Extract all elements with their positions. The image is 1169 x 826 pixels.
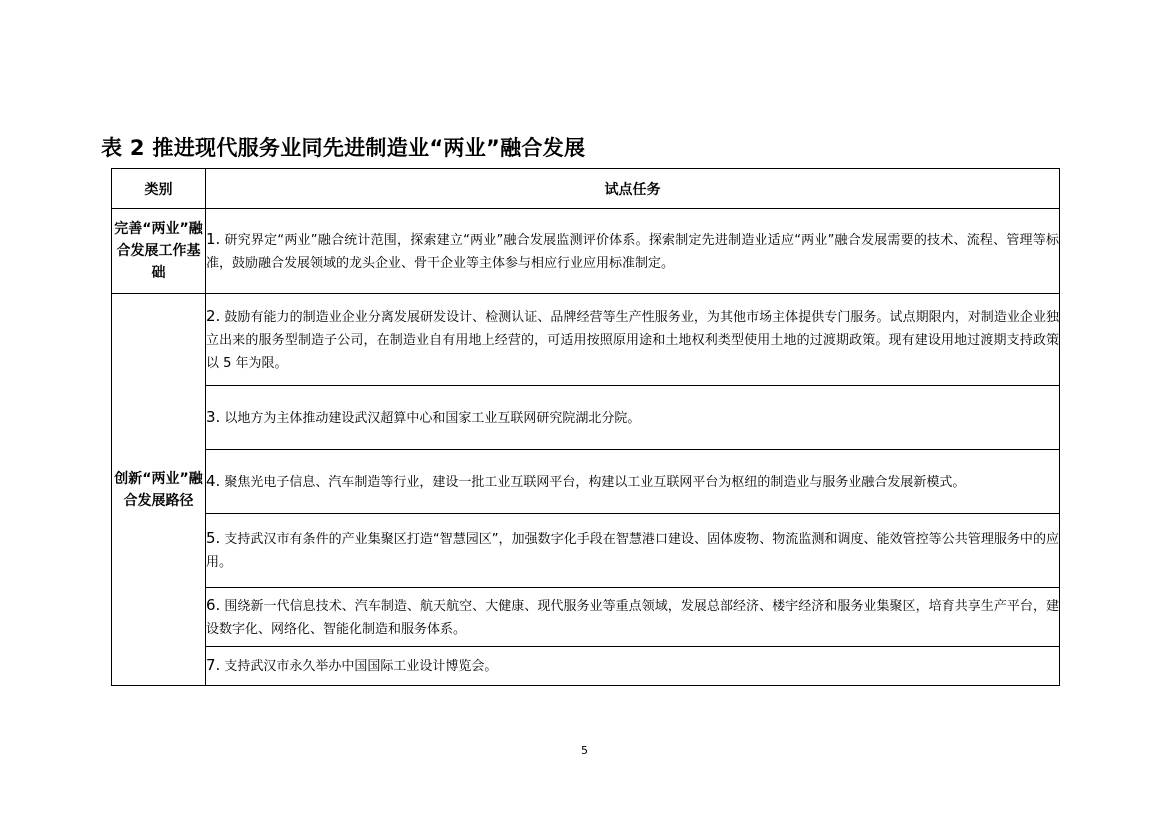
pilot-task-table bbox=[111, 168, 1060, 686]
column-header-category: 类别 bbox=[112, 169, 206, 209]
column-header-tasks: 试点任务 bbox=[206, 169, 1060, 209]
task-text: 围绕新一代信息技术、汽车制造、航天航空、大健康、现代服务业等重点领域，发展总部经济、楼宇经济和服务业集聚区，培育共享生产平台，建设数字化、网络化、智能化制造和服务体系。 bbox=[206, 598, 1059, 637]
task-cell bbox=[206, 209, 1060, 294]
table-row bbox=[112, 588, 1060, 647]
task-text: 以地方为主体推动建设武汉超算中心和国家工业互联网研究院湖北分院。 bbox=[224, 410, 641, 426]
page-number: 5 bbox=[581, 744, 588, 757]
category-cell: 创新“两业”融合发展路径 bbox=[112, 294, 206, 686]
task-cell bbox=[206, 514, 1060, 588]
task-number: 5. bbox=[206, 529, 221, 547]
task-number: 6. bbox=[206, 595, 221, 614]
task-text: 聚焦光电子信息、汽车制造等行业，建设一批工业互联网平台，构建以工业互联网平台为枢纽的制造业与服务业融合发展新模式。 bbox=[224, 474, 966, 490]
table-row bbox=[112, 209, 1060, 294]
task-number: 3. bbox=[206, 407, 221, 426]
table-row bbox=[112, 386, 1060, 450]
task-number: 4. bbox=[206, 471, 221, 490]
task-text: 支持武汉市有条件的产业集聚区打造“智慧园区”，加强数字化手段在智慧港口建设、固体废物、物流监测和调度、能效管控等公共管理服务中的应用。 bbox=[206, 532, 1059, 570]
task-cell bbox=[206, 450, 1060, 514]
table-row bbox=[112, 294, 1060, 386]
task-text: 研究界定“两业”融合统计范围，探索建立“两业”融合发展监测评价体系。探索制定先进制造业适应“两业”融合发展需要的技术、流程、管理等标准，鼓励融合发展领域的龙头企业、骨干企业等主体参与相应行业应用标准制定。 bbox=[206, 232, 1059, 271]
table-row bbox=[112, 514, 1060, 588]
task-cell bbox=[206, 588, 1060, 647]
task-cell bbox=[206, 386, 1060, 450]
page-title: 表 2 推进现代服务业同先进制造业“两业”融合发展 bbox=[101, 136, 586, 160]
task-number: 7. bbox=[206, 656, 221, 674]
table-row bbox=[112, 647, 1060, 686]
table-header-row bbox=[112, 169, 1060, 209]
task-number: 1. bbox=[206, 229, 221, 248]
task-text: 支持武汉市永久举办中国国际工业设计博览会。 bbox=[224, 659, 498, 674]
category-cell: 完善“两业”融合发展工作基础 bbox=[112, 209, 206, 294]
task-text: 鼓励有能力的制造业企业分离发展研发设计、检测认证、品牌经营等生产性服务业，为其他市场主体提供专门服务。试点期限内，对制造业企业独立出来的服务型制造子公司，在制造业自有用地上经营的，可适用按照原用途和土地权利类型使用土地的过渡期政策。现有建设用地过渡期支持政策以 5 年为限。 bbox=[206, 309, 1059, 371]
table-row bbox=[112, 450, 1060, 514]
task-number: 2. bbox=[206, 306, 221, 325]
task-cell bbox=[206, 294, 1060, 386]
task-cell bbox=[206, 647, 1060, 686]
